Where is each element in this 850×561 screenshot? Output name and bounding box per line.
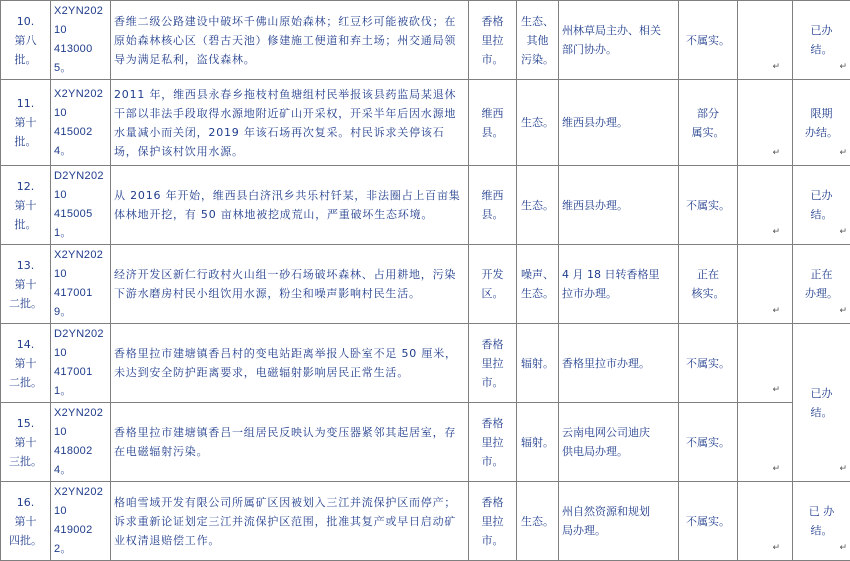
- case-code: X2YN20210 4130005。: [51, 1, 111, 80]
- case-area: 香格 里拉 市。: [469, 1, 517, 80]
- case-description: 2011 年，维西县永春乡拖枝村鱼塘组村民举报该县药监局某退休干部以非法手段取得水源地附近矿山开采权，开采半年后因水源地水量减小而关闭，2019 年该石场再次复采。村民诉求关停该石场，保护该村饮用水源。: [111, 80, 469, 166]
- handling-unit: 州林草局主办、相关 部门协办。: [559, 1, 679, 80]
- case-code: X2YN20210 4150024。: [51, 80, 111, 166]
- blank-cell: [738, 166, 793, 245]
- case-description: 香维二级公路建设中破坏千佛山原始森林；红豆杉可能被砍伐；在原始森林核心区（碧古天池）修建施工便道和弃土场；州交通局领导为满足私利，盗伐森林。: [111, 1, 469, 80]
- case-area: 维西 县。: [469, 166, 517, 245]
- table-row: [1, 324, 850, 403]
- case-description: 经济开发区新仁行政村火山组一砂石场破坏森林、占用耕地，污染下游水磨房村民小组饮用水源，粉尘和噪声影响村民生活。: [111, 245, 469, 324]
- handling-unit: 维西县办理。: [559, 166, 679, 245]
- paragraph-mark: ↵: [839, 144, 847, 163]
- paragraph-mark: ↵: [839, 58, 847, 77]
- case-area: 开发 区。: [469, 245, 517, 324]
- table-row: [1, 403, 850, 482]
- handling-unit: 香格里拉市办理。: [559, 324, 679, 403]
- table-row: [1, 482, 850, 561]
- blank-cell: [738, 324, 793, 403]
- case-code: D2YN20210 4170011。: [51, 324, 111, 403]
- verification-result: 不属实。: [679, 166, 738, 245]
- case-description: 从 2016 年开始，维西县白济汛乡共乐村钎某，非法圈占上百亩集体林地开挖，有 50 亩林地被挖成荒山，严重破坏生态环境。: [111, 166, 469, 245]
- pollution-type: 辐射。: [517, 324, 559, 403]
- row-number: 12. 第十 批。: [1, 166, 51, 245]
- case-description: 香格里拉市建塘镇香吕村的变电站距离举报人卧室不足 50 厘米，未达到安全防护距离要求，电磁辐射影响居民正常生活。: [111, 324, 469, 403]
- case-area: 维西 县。: [469, 80, 517, 166]
- row-number: 11. 第十 批。: [1, 80, 51, 166]
- case-description: 香格里拉市建塘镇香吕一组居民反映认为变压器紧邻其起居室，存在电磁辐射污染。: [111, 403, 469, 482]
- verification-result: 不属实。: [679, 403, 738, 482]
- case-area: 香格 里拉 市。: [469, 482, 517, 561]
- pollution-type: 生态。: [517, 166, 559, 245]
- handling-unit: 州自然资源和规划 局办理。: [559, 482, 679, 561]
- paragraph-mark: ↵: [839, 539, 847, 558]
- case-code: X2YN20210 4190022。: [51, 482, 111, 561]
- verification-result: 不属实。: [679, 482, 738, 561]
- pollution-type: 生态。: [517, 80, 559, 166]
- pollution-type: 噪声、 生态。: [517, 245, 559, 324]
- case-status: 已办 结。 ↵: [793, 166, 850, 245]
- paragraph-mark: ↵: [772, 460, 780, 479]
- case-status: 正在 办理。 ↵: [793, 245, 850, 324]
- paragraph-mark: ↵: [772, 381, 780, 400]
- row-number: 13. 第十 二批。: [1, 245, 51, 324]
- row-number: 14. 第十 二批。: [1, 324, 51, 403]
- case-code: D2YN20210 4150051。: [51, 166, 111, 245]
- pollution-type: 辐射。: [517, 403, 559, 482]
- paragraph-mark: ↵: [839, 460, 847, 479]
- handling-unit: 4 月 18 日转香格里 拉市办理。: [559, 245, 679, 324]
- paragraph-mark: ↵: [839, 223, 847, 242]
- verification-result: 部分 属实。: [679, 80, 738, 166]
- table-row: [1, 166, 850, 245]
- verification-result: 不属实。: [679, 324, 738, 403]
- paragraph-mark: ↵: [772, 144, 780, 163]
- paragraph-mark: ↵: [772, 539, 780, 558]
- pollution-type: 生态。: [517, 482, 559, 561]
- verification-result: 正在 核实。: [679, 245, 738, 324]
- case-description: 格咱雪域开发有限公司所属矿区因被划入三江并流保护区而停产；诉求重新论证划定三江并流保护区范围，批准其复产或早日启动矿业权清退赔偿工作。: [111, 482, 469, 561]
- case-status: 已办 结。 ↵: [793, 1, 850, 80]
- blank-cell: [738, 1, 793, 80]
- row-number: 10. 第八 批。: [1, 1, 51, 80]
- blank-cell: [738, 482, 793, 561]
- row-number: 15. 第十 三批。: [1, 403, 51, 482]
- case-status: 已办 结。 ↵: [793, 324, 850, 482]
- case-area: 香格 里拉 市。: [469, 403, 517, 482]
- verification-result: 不属实。: [679, 1, 738, 80]
- paragraph-mark: ↵: [839, 302, 847, 321]
- case-area: 香格 里拉 市。: [469, 324, 517, 403]
- blank-cell: [738, 245, 793, 324]
- blank-cell: [738, 80, 793, 166]
- case-status: 限期 办结。 ↵: [793, 80, 850, 166]
- table-row: [1, 80, 850, 166]
- handling-unit: 云南电网公司迪庆 供电局办理。: [559, 403, 679, 482]
- row-number: 16. 第十 四批。: [1, 482, 51, 561]
- paragraph-mark: ↵: [772, 302, 780, 321]
- case-status: 已 办 结。 ↵: [793, 482, 850, 561]
- table-row: [1, 1, 850, 80]
- paragraph-mark: ↵: [772, 223, 780, 242]
- case-code: X2YN20210 4170019。: [51, 245, 111, 324]
- pollution-type: 生态、 其他 污染。: [517, 1, 559, 80]
- table-row: [1, 245, 850, 324]
- case-code: X2YN20210 4180024。: [51, 403, 111, 482]
- blank-cell: [738, 403, 793, 482]
- handling-unit: 维西县办理。: [559, 80, 679, 166]
- paragraph-mark: ↵: [772, 58, 780, 77]
